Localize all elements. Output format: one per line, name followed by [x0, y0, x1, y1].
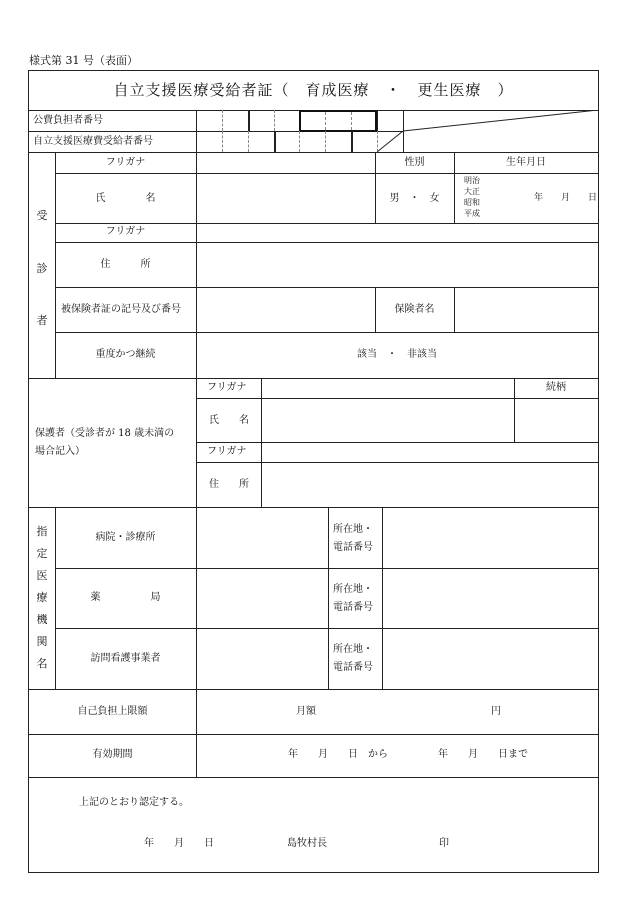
- patient-section-char-3: 者: [36, 314, 48, 327]
- institution-char-7: 名: [36, 657, 48, 670]
- gender-value: 男 ・ 女: [389, 193, 440, 204]
- pharmacy-location-label-2: 電話番号: [333, 602, 373, 613]
- insurance-card-label: 被保険者証の記号及び番号: [61, 304, 181, 315]
- nursing-label: 訪問看護事業者: [90, 653, 161, 664]
- validity-label: 有効期間: [92, 749, 133, 760]
- form-title: 自立支援医療受給者証（ 育成医療 ・ 更生医療 ）: [113, 81, 514, 99]
- strike-lines: [377, 110, 599, 153]
- institution-section-label: [32, 521, 52, 675]
- nursing-location-label-1: 所在地・: [333, 644, 373, 655]
- hospital-label: 病院・診療所: [95, 532, 156, 543]
- severe-continuing-value: 該当 ・ 非該当: [357, 349, 437, 360]
- severe-continuing-label: 重度かつ継続: [95, 349, 156, 360]
- patient-address-label: 住 所: [100, 259, 151, 270]
- yen-label: 円: [491, 706, 501, 717]
- birth-ymd: 年 月 日: [534, 193, 598, 203]
- hospital-location-label-2: 電話番号: [333, 542, 373, 553]
- institution-char-6: 関: [36, 635, 48, 648]
- recipient-certificate-form: [28, 70, 599, 873]
- era-heisei: 平成: [464, 209, 480, 218]
- issuer-name: 島牧村長: [287, 838, 327, 849]
- recipient-number-label: 自立支援医療費受給者番号: [33, 136, 153, 147]
- pharmacy-label: 薬 局: [90, 592, 161, 603]
- certification-date: 年 月 日: [144, 838, 214, 849]
- patient-name-label: 氏 名: [95, 193, 156, 204]
- gender-label: 性別: [404, 157, 425, 168]
- form-code: 様式第 31 号（表面）: [29, 54, 138, 67]
- seal-mark: 印: [439, 838, 449, 849]
- guardian-label-line1: 保護者（受診者が 18 歳未満の: [35, 428, 175, 439]
- patient-furigana-label: フリガナ: [105, 157, 146, 168]
- institution-char-2: 定: [36, 547, 48, 560]
- era-taisho: 大正: [464, 187, 480, 196]
- public-payer-number-label: 公費負担者番号: [33, 115, 103, 126]
- certification-text: 上記のとおり認定する。: [79, 797, 189, 808]
- hospital-location-label-1: 所在地・: [333, 524, 373, 535]
- copay-limit-label: 自己負担上限額: [77, 706, 148, 717]
- relation-label: 続柄: [546, 382, 566, 393]
- guardian-address-label: 住 所: [209, 479, 249, 490]
- insurer-name-label: 保険者名: [394, 304, 435, 315]
- monthly-label: 月額: [296, 706, 316, 717]
- institution-char-4: 療: [36, 591, 48, 604]
- guardian-name-label: 氏 名: [209, 415, 249, 426]
- validity-value: 年 月 日 から 年 月 日まで: [288, 749, 528, 760]
- era-showa: 昭和: [464, 198, 480, 207]
- guardian-furigana2-label: フリガナ: [207, 446, 247, 457]
- guardian-label-line2: 場合記入）: [35, 446, 85, 457]
- patient-section-char-1: 受: [36, 209, 48, 222]
- institution-char-3: 医: [36, 569, 48, 582]
- pharmacy-location-label-1: 所在地・: [333, 584, 373, 595]
- institution-char-1: 指: [36, 525, 48, 538]
- patient-furigana2-label: フリガナ: [105, 226, 146, 237]
- nursing-location-label-2: 電話番号: [333, 662, 373, 673]
- era-meiji: 明治: [464, 176, 480, 185]
- patient-section-char-2: 診: [36, 262, 48, 275]
- institution-char-5: 機: [36, 613, 48, 626]
- birth-date-label: 生年月日: [506, 157, 546, 168]
- guardian-furigana-label: フリガナ: [207, 382, 247, 393]
